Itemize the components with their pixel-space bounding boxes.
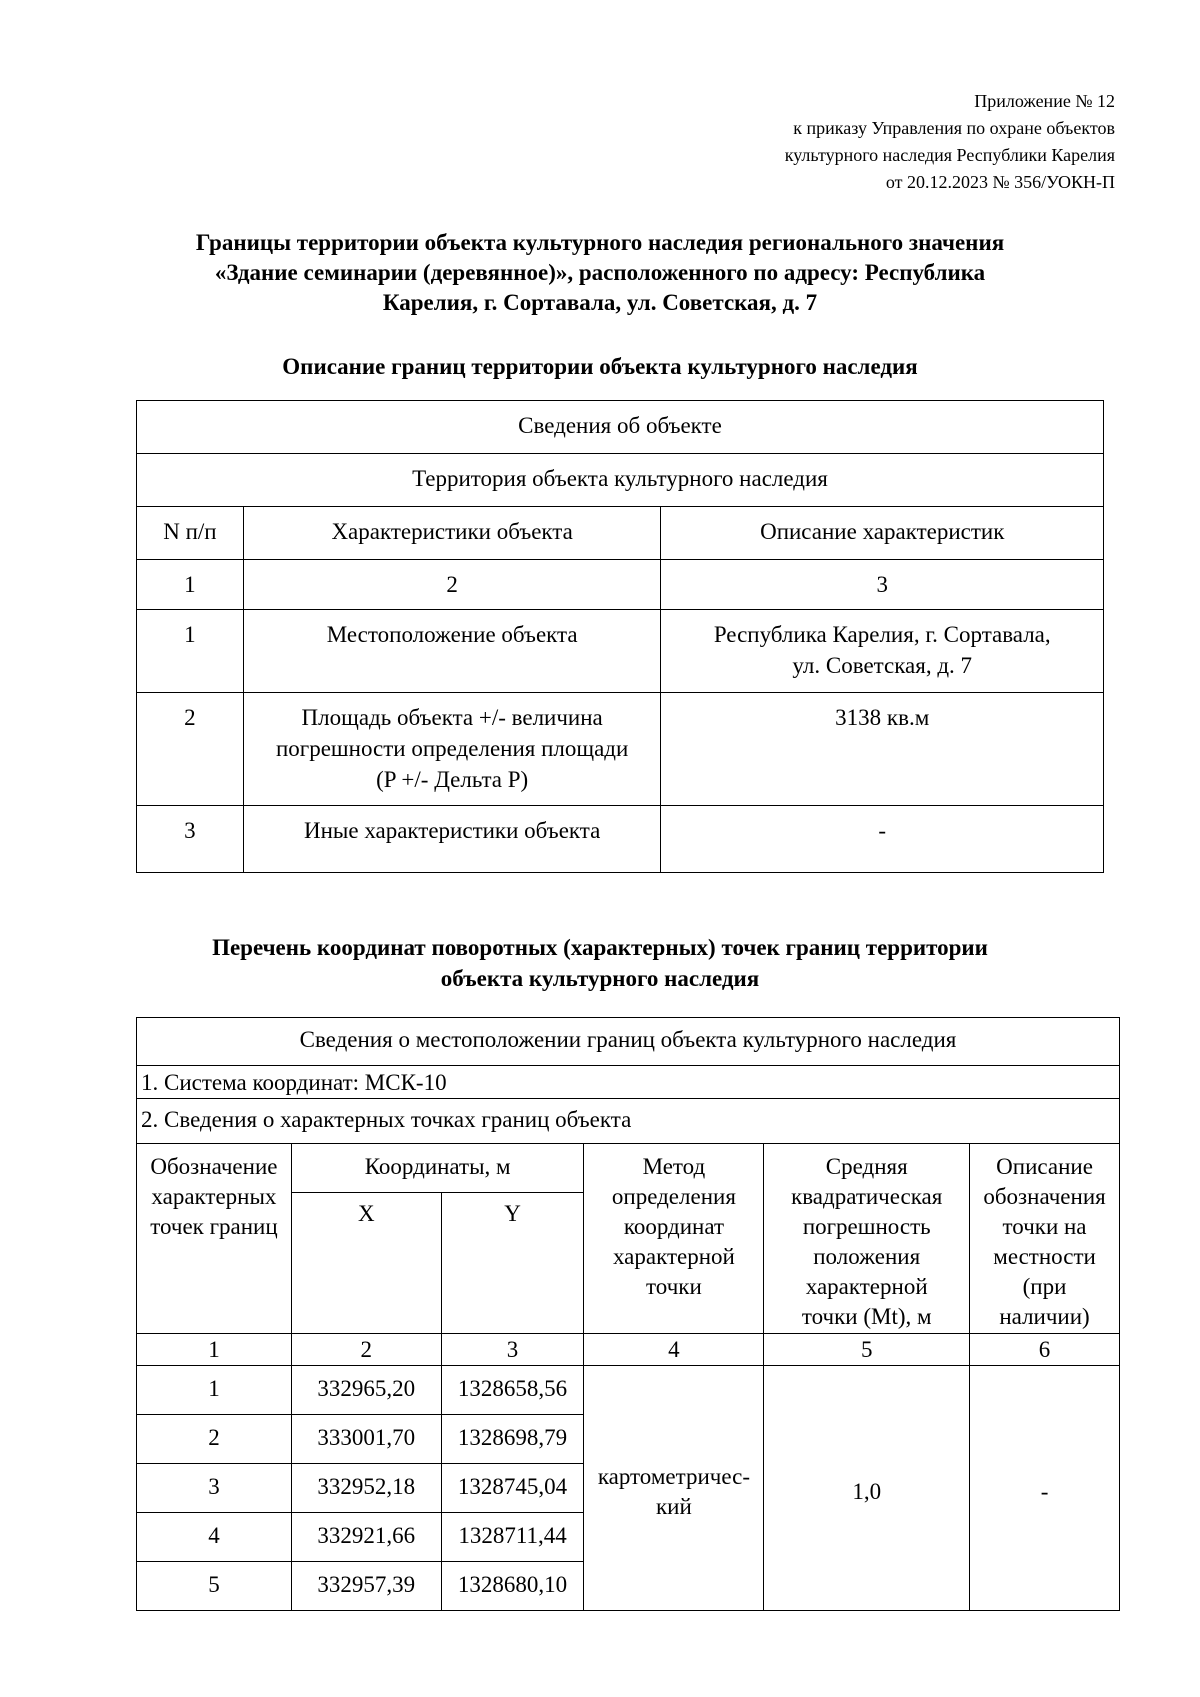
column-header-x: X xyxy=(291,1193,441,1334)
title-line: Карелия, г. Сортавала, ул. Советская, д. 7 xyxy=(382,290,818,315)
point-y: 1328711,44 xyxy=(441,1513,584,1562)
title-line: объекта культурного наследия xyxy=(440,966,760,991)
value-line: картометричес- xyxy=(597,1464,750,1489)
cell-line: Республика Карелия, г. Сортавала, xyxy=(713,622,1051,647)
description-cell xyxy=(661,806,1104,873)
header-line: Описание xyxy=(996,1154,1093,1179)
column-number: 2 xyxy=(243,560,661,610)
point-id: 3 xyxy=(137,1464,292,1513)
cell-line: (P +/- Дельта P) xyxy=(376,767,529,792)
header-line: точки на xyxy=(1002,1214,1087,1239)
row-number: 1 xyxy=(137,610,244,693)
table-row xyxy=(137,806,1104,873)
cell-line: погрешности определения площади xyxy=(275,736,629,761)
header-line: местности xyxy=(993,1244,1096,1269)
point-x: 333001,70 xyxy=(291,1415,441,1464)
point-id: 5 xyxy=(137,1562,292,1611)
table-row xyxy=(137,1366,1120,1415)
table-row xyxy=(137,693,1104,806)
column-number: 3 xyxy=(661,560,1104,610)
header-line: Метод xyxy=(642,1154,706,1179)
appendix-line: культурного наследия Республики Карелия xyxy=(784,145,1115,165)
row-number: 2 xyxy=(137,693,244,806)
object-info-table xyxy=(136,400,1104,873)
column-number: 2 xyxy=(291,1334,441,1366)
row-number: 3 xyxy=(137,806,244,873)
header-line: определения xyxy=(611,1184,736,1209)
point-id: 4 xyxy=(137,1513,292,1562)
description-cell xyxy=(661,610,1104,693)
coordinates-table xyxy=(136,1017,1120,1611)
point-y: 1328658,56 xyxy=(441,1366,584,1415)
header-line: наличии) xyxy=(999,1304,1090,1329)
point-x: 332952,18 xyxy=(291,1464,441,1513)
column-number: 3 xyxy=(441,1334,584,1366)
header-line: погрешность xyxy=(802,1214,931,1239)
coordinates-caption: Сведения о местоположении границ объекта культурного наследия xyxy=(137,1018,1120,1066)
column-header-designation xyxy=(137,1144,292,1334)
column-number: 5 xyxy=(764,1334,970,1366)
header-line: обозначения xyxy=(983,1184,1106,1209)
header-line: Средняя xyxy=(825,1154,908,1179)
column-header-coordinates: Координаты, м xyxy=(291,1144,584,1193)
header-line: точки xyxy=(646,1274,702,1299)
cell-line: - xyxy=(878,818,887,843)
column-header-number: N п/п xyxy=(137,507,244,560)
description-cell xyxy=(661,693,1104,806)
title-line: «Здание семинарии (деревянное)», расположенного по адресу: Республика xyxy=(214,260,986,285)
point-id: 1 xyxy=(137,1366,292,1415)
title-line: Перечень координат поворотных (характерных) точек границ территории xyxy=(212,935,988,960)
column-number: 1 xyxy=(137,560,244,610)
header-line: точек границ xyxy=(150,1214,278,1239)
header-line: точки (Mt), м xyxy=(801,1304,932,1329)
title-line: Границы территории объекта культурного наследия регионального значения xyxy=(195,230,1005,255)
boundary-description-title: Описание границ территории объекта культурного наследия xyxy=(282,354,918,379)
cell-line: Местоположение объекта xyxy=(326,622,578,647)
header-line: положения xyxy=(813,1244,921,1269)
section-header-object: Сведения об объекте xyxy=(137,401,1104,454)
cell-line: ул. Советская, д. 7 xyxy=(792,653,973,678)
column-header-method xyxy=(584,1144,764,1334)
point-description-value: - xyxy=(970,1366,1120,1611)
method-value xyxy=(584,1366,764,1611)
characteristic-cell xyxy=(243,806,661,873)
characteristic-cell xyxy=(243,693,661,806)
cell-line: 3138 кв.м xyxy=(835,705,930,730)
header-line: квадратическая xyxy=(791,1184,943,1209)
point-x: 332957,39 xyxy=(291,1562,441,1611)
point-y: 1328745,04 xyxy=(441,1464,584,1513)
cell-line: Иные характеристики объекта xyxy=(303,818,601,843)
value-line: кий xyxy=(656,1494,692,1519)
appendix-line: от 20.12.2023 № 356/УОКН-П xyxy=(885,172,1115,192)
column-header-error xyxy=(764,1144,970,1334)
table-row xyxy=(137,610,1104,693)
header-line: координат xyxy=(623,1214,724,1239)
appendix-line: к приказу Управления по охране объектов xyxy=(793,118,1115,138)
points-info: 2. Сведения о характерных точках границ объекта xyxy=(137,1099,1120,1144)
header-line: характерной xyxy=(805,1274,928,1299)
error-value: 1,0 xyxy=(764,1366,970,1611)
point-x: 332965,20 xyxy=(291,1366,441,1415)
point-id: 2 xyxy=(137,1415,292,1464)
point-x: 332921,66 xyxy=(291,1513,441,1562)
column-header-y: Y xyxy=(441,1193,584,1334)
point-y: 1328680,10 xyxy=(441,1562,584,1611)
coordinate-system: 1. Система координат: МСК-10 xyxy=(137,1066,1120,1099)
header-line: характерной xyxy=(612,1244,735,1269)
column-number: 6 xyxy=(970,1334,1120,1366)
header-line: характерных xyxy=(151,1184,277,1209)
column-number: 1 xyxy=(137,1334,292,1366)
header-line: (при xyxy=(1022,1274,1067,1299)
column-header-point-description xyxy=(970,1144,1120,1334)
cell-line: Площадь объекта +/- величина xyxy=(301,705,603,730)
column-number: 4 xyxy=(584,1334,764,1366)
appendix-note xyxy=(785,88,1115,196)
column-header-description: Описание характеристик xyxy=(661,507,1104,560)
column-header-characteristics: Характеристики объекта xyxy=(243,507,661,560)
coordinates-list-title xyxy=(130,932,1070,994)
section-header-territory: Территория объекта культурного наследия xyxy=(137,454,1104,507)
document-title xyxy=(130,228,1070,318)
point-y: 1328698,79 xyxy=(441,1415,584,1464)
appendix-line: Приложение № 12 xyxy=(974,91,1115,111)
header-line: Обозначение xyxy=(150,1154,278,1179)
characteristic-cell xyxy=(243,610,661,693)
